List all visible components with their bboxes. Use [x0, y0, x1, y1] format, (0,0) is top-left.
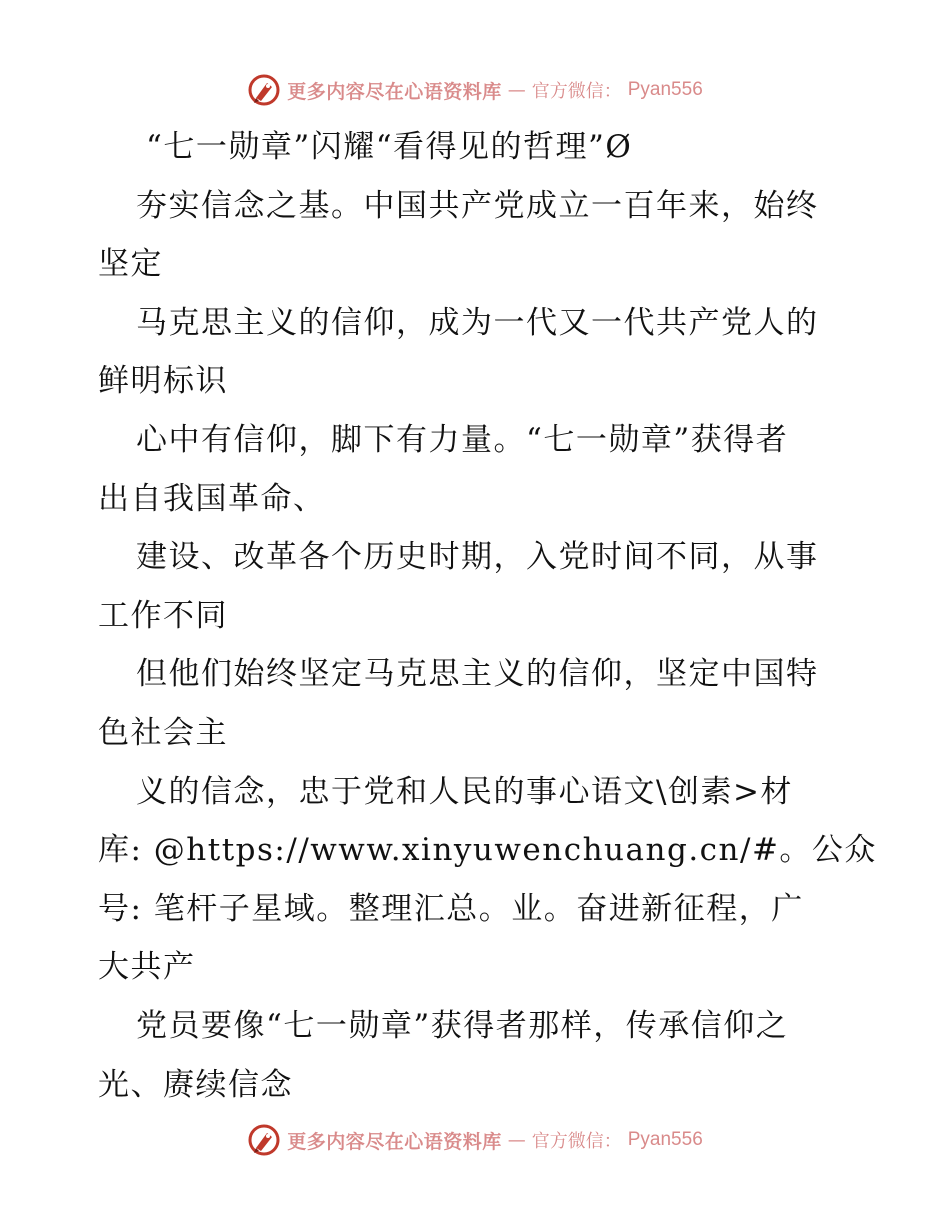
paragraph-line: 光、赓续信念 [98, 1066, 293, 1103]
paragraph-line: 出自我国革命、 [98, 480, 326, 517]
watermark-dash: — [507, 1129, 526, 1151]
watermark-id: Pyan556 [627, 79, 703, 100]
watermark-header [0, 70, 950, 110]
watermark-brand: 更多内容尽在心语资料库 [287, 1130, 502, 1153]
paragraph-line: 大共产 [98, 949, 196, 986]
pen-logo-icon [247, 1123, 281, 1157]
document-title: “七一勋章”闪耀“看得见的哲理”Ø [146, 129, 633, 165]
paragraph-line: 工作不同 [98, 597, 228, 634]
pen-logo-icon [247, 73, 281, 107]
paragraph-line: 马克思主义的信仰，成为一代又一代共产党人的 [136, 304, 819, 341]
watermark-dash: — [507, 79, 526, 101]
paragraph-line: 色社会主 [98, 714, 228, 751]
document-body [98, 118, 877, 1114]
paragraph-line: 义的信念，忠于党和人民的事心语文\创素>材 [136, 773, 793, 810]
paragraph-line: 夯实信念之基。中国共产党成立一百年来，始终 [136, 187, 819, 224]
paragraph-line: 鲜明标识 [98, 363, 228, 400]
paragraph-line: 党员要像“七一勋章”获得者那样，传承信仰之 [136, 1007, 789, 1044]
watermark-id: Pyan556 [627, 1129, 703, 1150]
paragraph-line: 建设、改革各个历史时期，入党时间不同，从事 [136, 539, 819, 576]
watermark-brand: 更多内容尽在心语资料库 [287, 80, 502, 103]
paragraph-line: 坚定 [98, 246, 163, 283]
watermark-label: 官方微信： [531, 1131, 622, 1152]
paragraph-line-url: 库: @https://www.xinyuwenchuang.cn/#。公众 [98, 832, 877, 869]
watermark-footer [0, 1120, 950, 1160]
paragraph-line: 心中有信仰，脚下有力量。“七一勋章”获得者 [136, 421, 789, 458]
paragraph-line: 号: 笔杆子星域。整理汇总。业。奋进新征程，广 [98, 890, 804, 927]
watermark-label: 官方微信： [531, 81, 622, 102]
paragraph-line: 但他们始终坚定马克思主义的信仰，坚定中国特 [136, 656, 819, 693]
